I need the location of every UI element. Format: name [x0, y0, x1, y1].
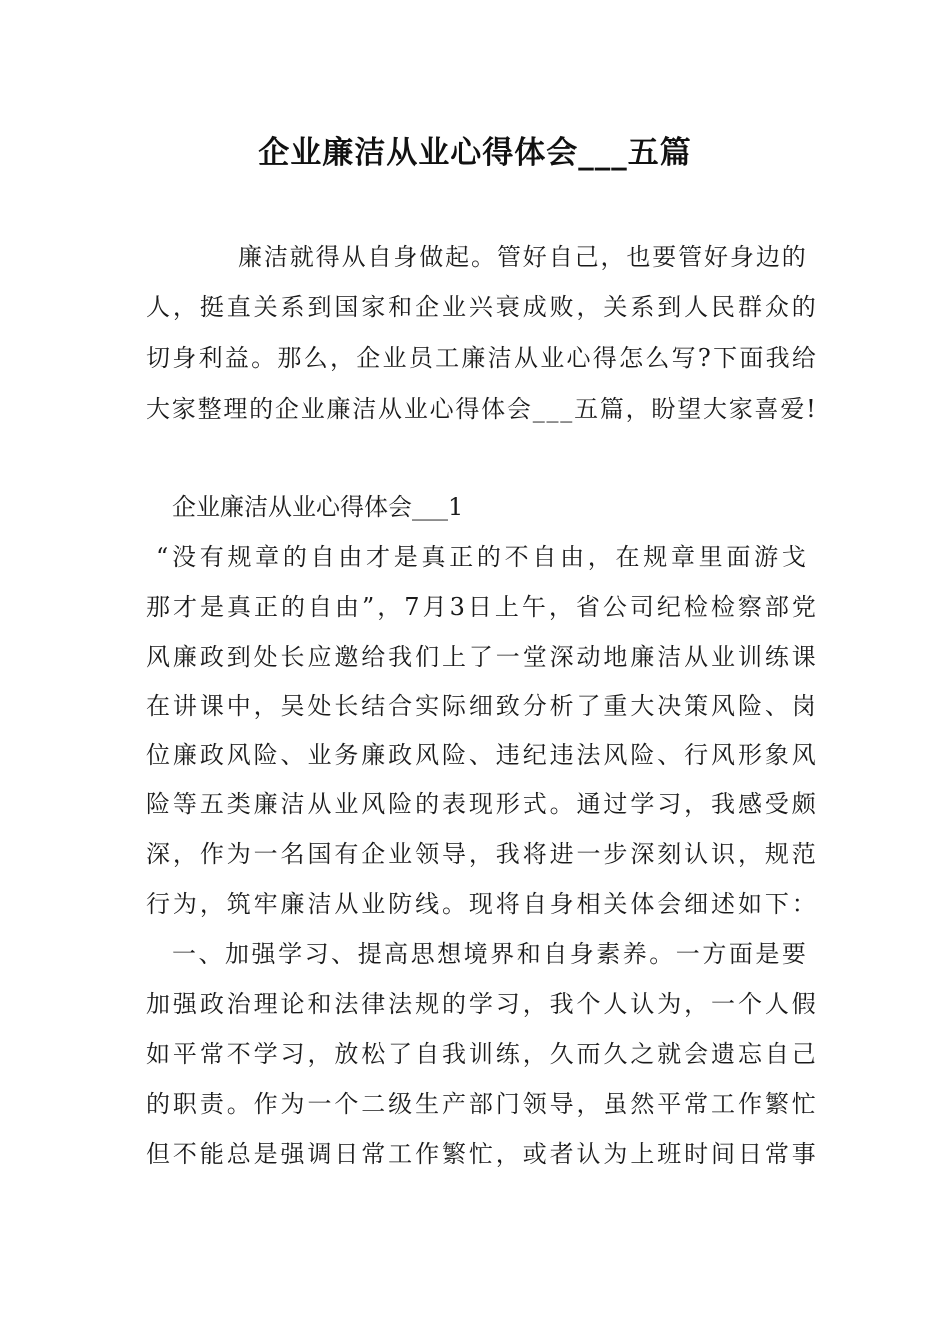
paragraph-line: 那 才 是 真 正 的 自 由 ” ， 7 月 3 日 上 午 ， 省 公 司 纪 检 检 察 部 党: [146, 593, 816, 621]
paragraph-line: 切 身 利 益 。 那 么 ， 企 业 员 工 廉 洁 从 业 心 得 怎 么 写 ? 下 面 我 给: [146, 344, 816, 372]
paragraph-line: “ 没 有 规 章 的 自 由 才 是 真 正 的 不 自 由 ， 在 规 章 里 面 游 戈: [156, 543, 806, 571]
paragraph-line: 人 ， 挺 直 关 系 到 国 家 和 企 业 兴 衰 成 败 ， 关 系 到 人 民 群 众 的: [146, 293, 816, 321]
paragraph-line: 险 等 五 类 廉 洁 从 业 风 险 的 表 现 形 式 。 通 过 学 习 ， 我 感 受 颇: [146, 790, 816, 818]
paragraph-line: 深 ， 作 为 一 名 国 有 企 业 领 导 ， 我 将 进 一 步 深 刻 认 识 ， 规 范: [146, 840, 816, 868]
paragraph-line: 风 廉 政 到 处 长 应 邀 给 我 们 上 了 一 堂 深 动 地 廉 洁 从 业 训 练 课: [146, 643, 816, 671]
paragraph-line: 一 、 加 强 学 习 、 提 高 思 想 境 界 和 自 身 素 养 。 一 方 面 是 要: [172, 940, 806, 968]
paragraph-line: 廉 洁 就 得 从 自 身 做 起 。 管 好 自 己 ， 也 要 管 好 身 边 的: [238, 243, 806, 271]
paragraph-line: 行 为 ， 筑 牢 廉 洁 从 业 防 线 。 现 将 自 身 相 关 体 会 细 述 如 下 ：: [146, 890, 816, 918]
paragraph-line: 加 强 政 治 理 论 和 法 律 法 规 的 学 习 ， 我 个 人 认 为 ， 一 个 人 假: [146, 990, 816, 1018]
paragraph-line: 大 家 整 理 的 企 业 廉 洁 从 业 心 得 体 会 _ _ _ 五 篇 ， 盼 望 大 家 喜 爱 !: [146, 395, 816, 423]
paragraph-line: 但 不 能 总 是 强 调 日 常 工 作 繁 忙 ， 或 者 认 为 上 班 时 间 日 常 事: [146, 1140, 816, 1168]
paragraph-line: 在 讲 课 中 ， 吴 处 长 结 合 实 际 细 致 分 析 了 重 大 决 策 风 险 、 岗: [146, 692, 816, 720]
document-title: 企业廉洁从业心得体会___五篇: [258, 135, 692, 171]
paragraph-line: 如 平 常 不 学 习 ， 放 松 了 自 我 训 练 ， 久 而 久 之 就 会 遗 忘 自 己: [146, 1040, 816, 1068]
section-heading: 企 业 廉 洁 从 业 心 得 体 会 _ _ _ 1: [172, 493, 464, 521]
paragraph-line: 位 廉 政 风 险 、 业 务 廉 政 风 险 、 违 纪 违 法 风 险 、 行 风 形 象 风: [146, 741, 816, 769]
paragraph-line: 的 职 责 。 作 为 一 个 二 级 生 产 部 门 领 导 ， 虽 然 平 常 工 作 繁 忙: [146, 1090, 816, 1118]
